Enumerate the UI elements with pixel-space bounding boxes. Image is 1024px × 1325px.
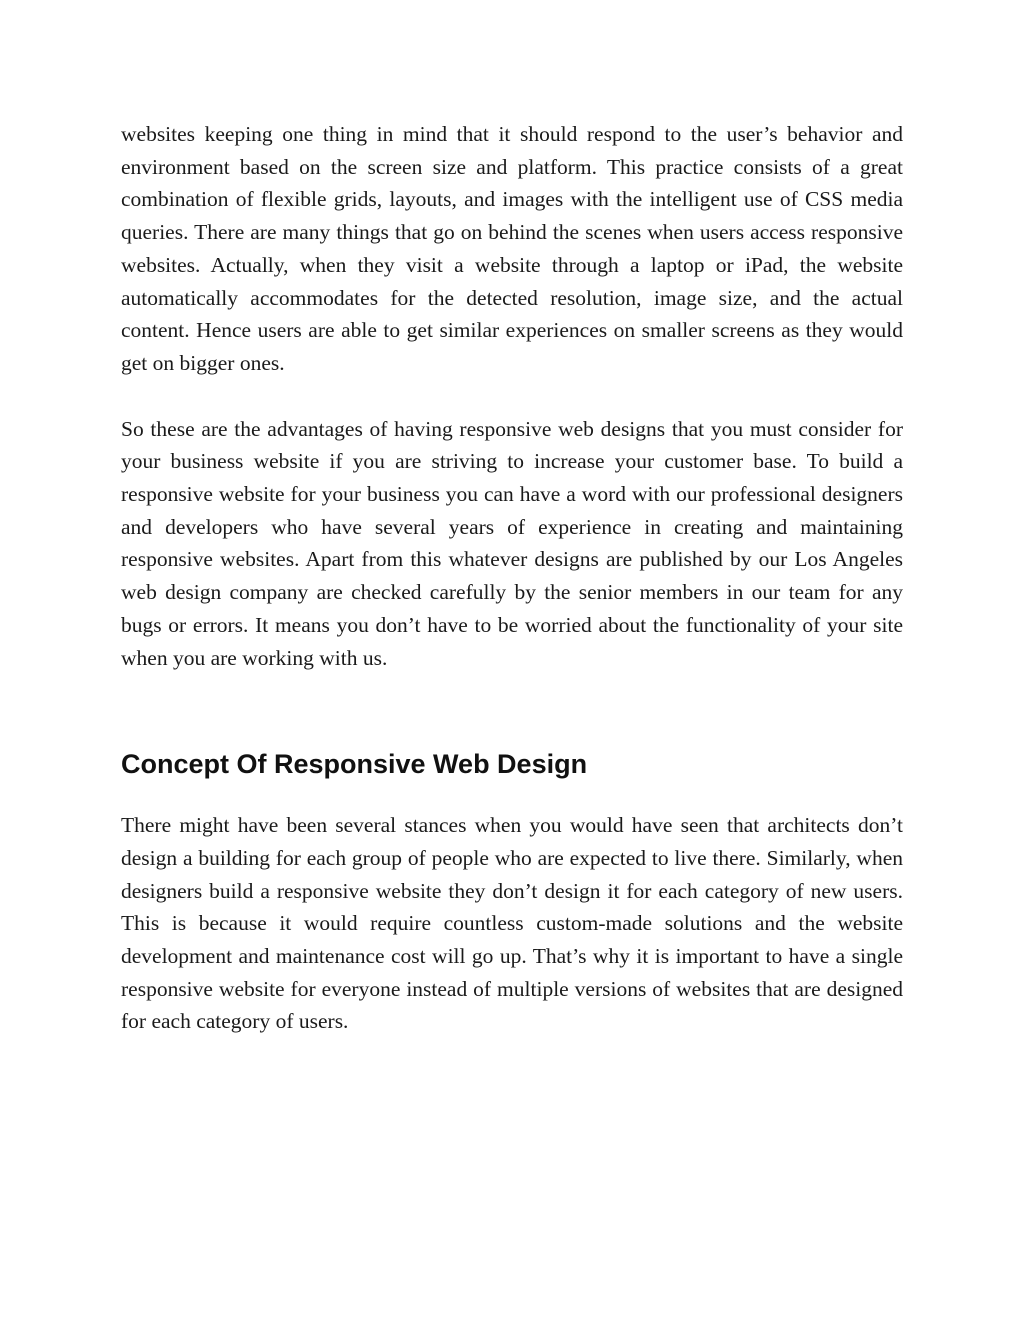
body-paragraph: There might have been several stances when you would have seen that architects don’t design a building for each group of people who are expected to live there. Similarly, when designers build a responsive website they don’t design it for each category of new users. This is because it would require countless custom-made solutions and the website development and maintenance cost will go up. That’s why it is important to have a single responsive website for everyone instead of multiple versions of websites that are designed for each category of users. — [121, 813, 903, 1034]
body-paragraph: So these are the advantages of having responsive web designs that you must consider for your business website if you are striving to increase your customer base. To build a responsive website for your business you can have a word with our professional designers and developers who have several years of experience in creating and maintaining responsive websites. Apart from this whatever designs are published by our Los Angeles web design company are checked carefully by the senior members in our team for any bugs or errors. It means you don’t have to be worried about the functionality of your site when you are working with us. — [121, 416, 903, 670]
section-heading: Concept Of Responsive Web Design — [121, 749, 588, 780]
document-page — [121, 118, 903, 1038]
body-paragraph: websites keeping one thing in mind that it should respond to the user’s behavior and environment based on the screen size and platform. This practice consists of a great combination of flexible grids, layouts, and images with the intelligent use of CSS media queries. There are many things that go on behind the scenes when users access responsive websites. Actually, when they visit a website through a laptop or iPad, the website automatically accommodates for the detected resolution, image size, and the actual content. Hence users are able to get similar experiences on smaller screens as they would get on bigger ones. — [121, 122, 903, 375]
